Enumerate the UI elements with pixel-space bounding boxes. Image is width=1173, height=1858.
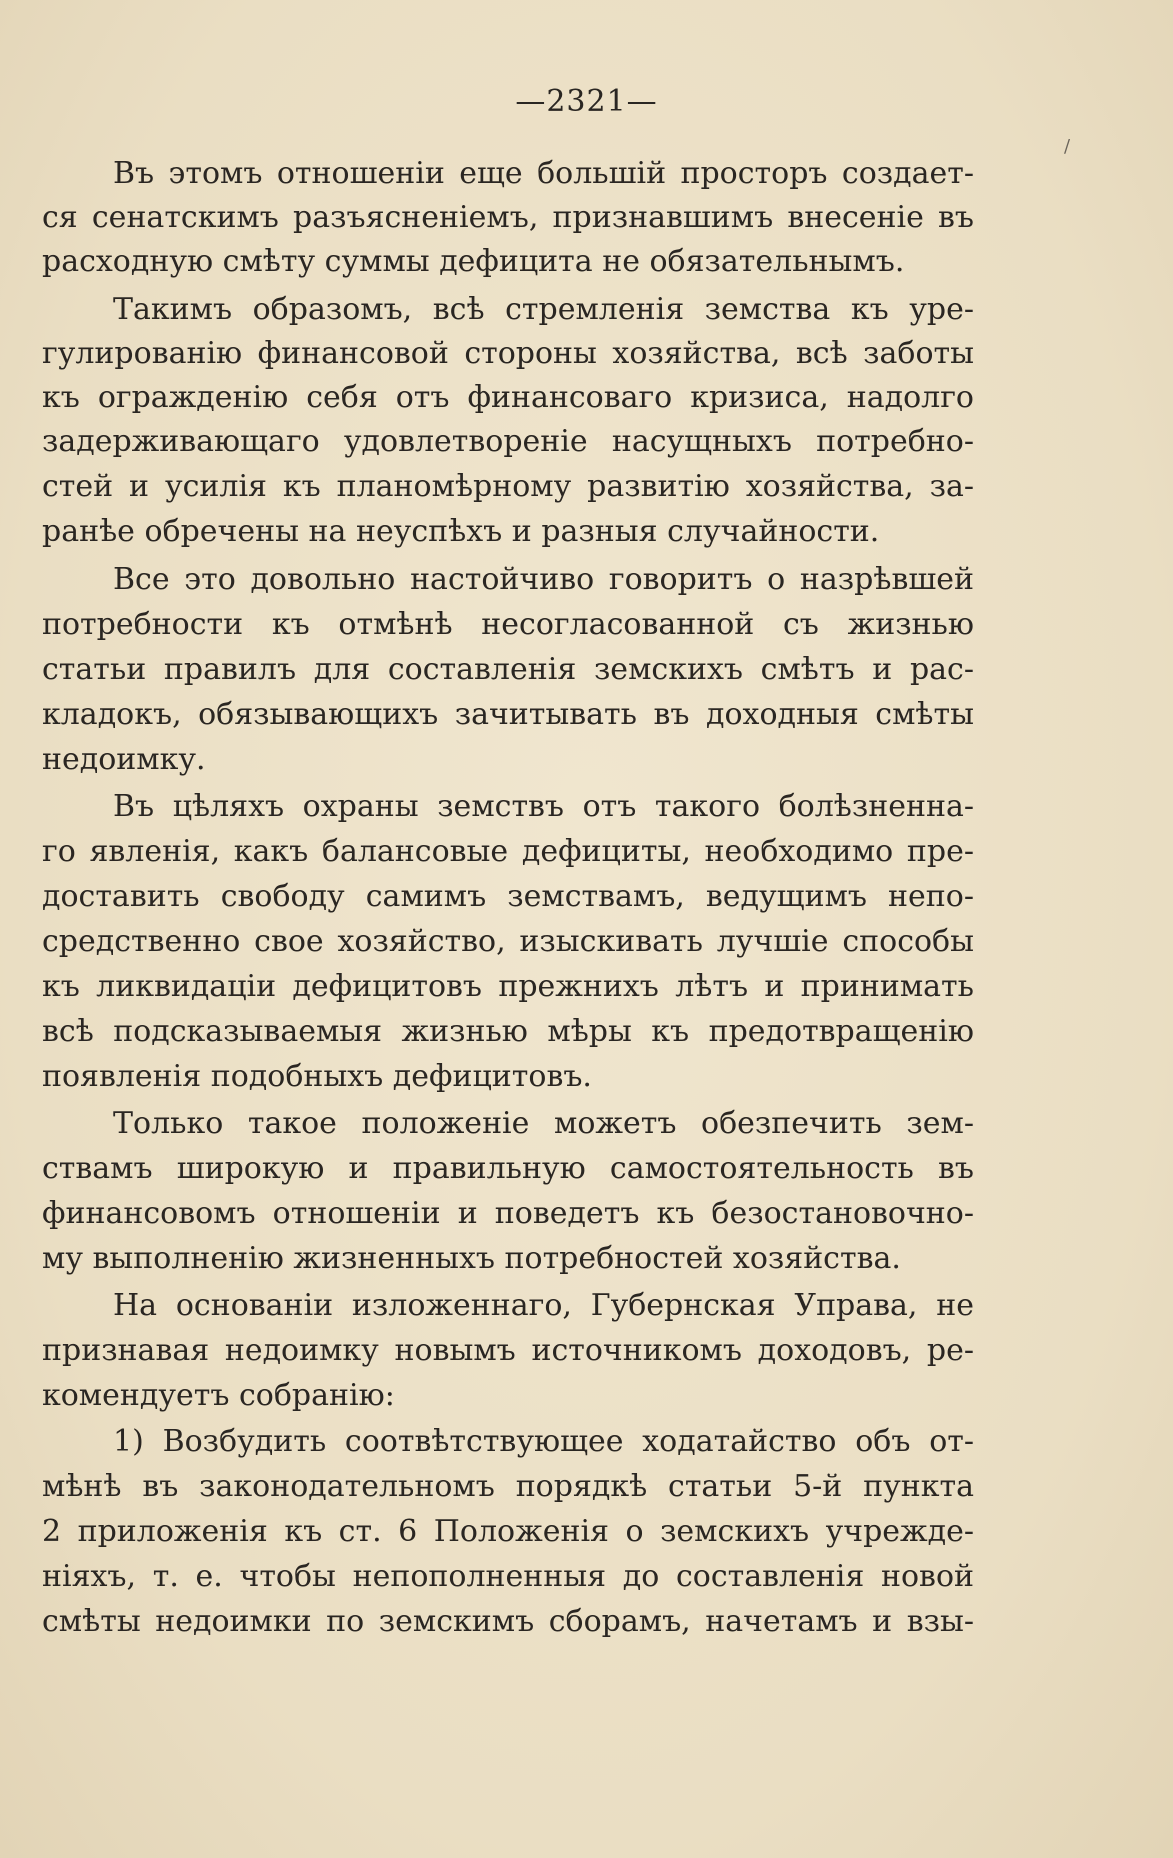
text-line: кладокъ, обязывающихъ зачитывать въ доходныя смѣты [42,697,974,732]
text-line: 1) Возбудить соотвѣтствующее ходатайство объ от- [113,1424,974,1459]
text-line: средственно свое хозяйство, изыскивать лучшіе способы [42,924,974,959]
text-line: ствамъ широкую и правильную самостоятельность въ [42,1151,974,1186]
text-line: признавая недоимку новымъ источникомъ доходовъ, ре- [42,1333,974,1368]
text-line: 2 приложенія къ ст. 6 Положенія о земскихъ учрежде- [42,1514,974,1549]
text-line: ніяхъ, т. е. чтобы непополненныя до составленія новой [42,1559,974,1594]
text-line: стей и усилія къ планомѣрному развитію хозяйства, за- [42,469,974,504]
text-line: финансовомъ отношеніи и поведетъ къ безостановочно- [42,1196,974,1231]
text-line: появленія подобныхъ дефицитовъ. [42,1059,592,1094]
margin-tick-mark: / [1064,136,1071,157]
text-line: доставить свободу самимъ земствамъ, ведущимъ непо- [42,879,974,914]
text-line: къ огражденію себя отъ финансоваго кризиса, надолго [42,380,974,415]
text-line: Все это довольно настойчиво говоритъ о назрѣвшей [113,562,974,597]
text-line: Въ этомъ отношеніи еще большій просторъ создает- [113,156,974,191]
text-line: всѣ подсказываемыя жизнью мѣры къ предотвращенію [42,1014,974,1049]
text-line: задерживающаго удовлетвореніе насущныхъ потребно- [42,424,974,459]
text-line: Только такое положеніе можетъ обезпечить зем- [113,1106,974,1141]
text-line: гулированію финансовой стороны хозяйства, всѣ заботы [42,336,974,371]
text-line: статьи правилъ для составленія земскихъ смѣтъ и рас- [42,652,974,687]
text-line: му выполненію жизненныхъ потребностей хозяйства. [42,1241,901,1276]
text-line: къ ликвидаціи дефицитовъ прежнихъ лѣтъ и принимать [42,969,974,1004]
page-number: —2321— [515,84,658,119]
text-line: ся сенатскимъ разъясненіемъ, признавшимъ внесеніе въ [42,200,974,235]
text-line: ранѣе обречены на неуспѣхъ и разныя случайности. [42,514,880,549]
text-line: комендуетъ собранію: [42,1378,395,1413]
text-line: го явленія, какъ балансовые дефициты, необходимо пре- [42,834,974,869]
text-line: Такимъ образомъ, всѣ стремленія земства къ уре- [113,292,974,327]
text-line: мѣнѣ въ законодательномъ порядкѣ статьи 5-й пункта [42,1469,974,1504]
text-line: смѣты недоимки по земскимъ сборамъ, начетамъ и взы- [42,1604,974,1639]
text-line: На основаніи изложеннаго, Губернская Управа, не [113,1288,974,1323]
text-line: Въ цѣляхъ охраны земствъ отъ такого болѣзненна- [113,789,974,824]
text-line: потребности къ отмѣнѣ несогласованной съ жизнью [42,607,974,642]
text-line: недоимку. [42,742,206,777]
text-line: расходную смѣту суммы дефицита не обязательнымъ. [42,244,905,279]
